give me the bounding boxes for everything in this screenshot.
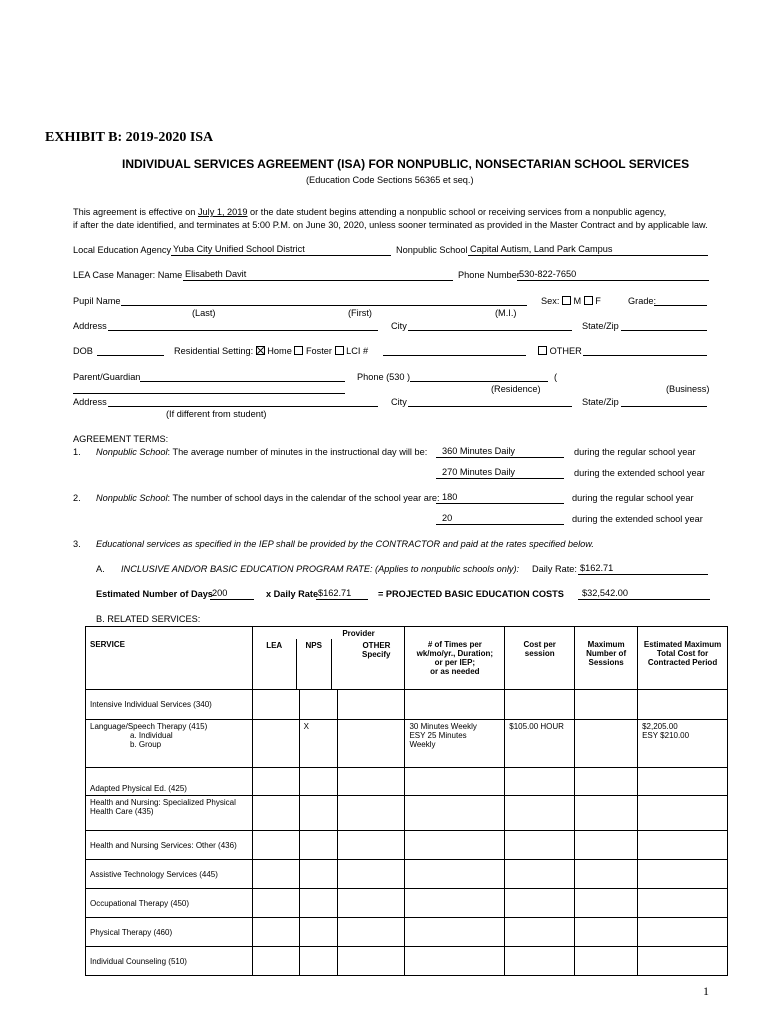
lci-field[interactable] <box>383 355 526 356</box>
lea-cell[interactable] <box>252 889 299 918</box>
other-cell[interactable] <box>337 860 405 889</box>
other-cell[interactable] <box>337 720 405 768</box>
lea-cell[interactable] <box>252 860 299 889</box>
times-cell[interactable]: 30 Minutes Weekly ESY 25 Minutes Weekly <box>405 720 505 768</box>
projected-label: = PROJECTED BASIC EDUCATION COSTS <box>378 589 564 599</box>
times-cell[interactable] <box>405 768 505 796</box>
header-est: Estimated Maximum Total Cost for Contracted Period <box>638 627 728 690</box>
daily-rate-label: Daily Rate: <box>532 564 577 574</box>
grade-label: Grade: <box>628 296 657 306</box>
lea-cell[interactable] <box>252 947 299 976</box>
section-a-text: INCLUSIVE AND/OR BASIC EDUCATION PROGRAM RATE: (Applies to nonpublic schools only): <box>121 564 520 574</box>
nps-cell[interactable] <box>299 796 337 831</box>
est-cell[interactable] <box>638 768 728 796</box>
phone-number-field[interactable]: 530-822-7650 <box>517 269 709 281</box>
times-cell[interactable] <box>405 831 505 860</box>
last-caption: (Last) <box>192 308 216 318</box>
max-cell[interactable] <box>575 889 638 918</box>
lea-cell[interactable] <box>252 796 299 831</box>
term-1-number: 1. <box>73 447 81 457</box>
parent-city-label: City <box>391 397 407 407</box>
nps-cell[interactable] <box>299 860 337 889</box>
term-2-value-2[interactable]: 20 <box>436 513 564 525</box>
cost-cell[interactable] <box>505 690 575 720</box>
parent-label: Parent/Guardian <box>73 372 141 382</box>
times-cell[interactable] <box>405 918 505 947</box>
cost-cell[interactable] <box>505 918 575 947</box>
other-cell[interactable] <box>337 889 405 918</box>
other-setting <box>538 346 582 356</box>
est-cell[interactable] <box>638 889 728 918</box>
max-cell[interactable] <box>575 796 638 831</box>
pupil-city-label: City <box>391 321 407 331</box>
business-paren: ( <box>554 372 558 382</box>
case-manager-field[interactable]: Elisabeth Davit <box>183 269 453 281</box>
term-3-number: 3. <box>73 539 81 549</box>
parent-extra-line[interactable] <box>73 393 345 394</box>
dob-label: DOB <box>73 346 93 356</box>
header-provider <box>252 627 405 690</box>
header-nps: NPS <box>296 639 331 689</box>
lea-cell[interactable] <box>252 831 299 860</box>
parent-phone-label: Phone (530 ) <box>357 372 411 382</box>
service-cell: Adapted Physical Ed. (425) <box>86 768 253 796</box>
nps-cell[interactable] <box>299 947 337 976</box>
document-title: INDIVIDUAL SERVICES AGREEMENT (ISA) FOR NONPUBLIC, NONSECTARIAN SCHOOL SERVICES <box>122 157 690 171</box>
home-checkbox[interactable] <box>256 346 265 355</box>
term-1-desc-2: during the extended school year <box>574 468 705 478</box>
times-cell[interactable] <box>405 889 505 918</box>
times-cell[interactable] <box>405 690 505 720</box>
section-b-label: B. RELATED SERVICES: <box>96 614 201 624</box>
header-other: OTHER Specify <box>361 641 391 659</box>
term-2-desc: : The number of school days in the calendar of the school year are: <box>167 493 440 503</box>
table-row <box>86 918 728 947</box>
max-cell[interactable] <box>575 831 638 860</box>
service-cell: Assistive Technology Services (445) <box>86 860 253 889</box>
phone-number-label: Phone Number <box>458 270 520 280</box>
term-2-label: Nonpublic School <box>96 493 168 503</box>
est-days-field[interactable]: 200 <box>210 588 254 600</box>
table-header-row <box>86 627 728 690</box>
header-max: Maximum Number of Sessions <box>575 627 638 690</box>
term-2-desc-1: during the regular school year <box>572 493 694 503</box>
cost-cell[interactable] <box>505 831 575 860</box>
term-1-desc: : The average number of minutes in the instructional day will be: <box>167 447 428 457</box>
other-cell[interactable] <box>337 690 405 720</box>
other-cell[interactable] <box>337 768 405 796</box>
x-daily-field[interactable]: $162.71 <box>316 588 368 600</box>
daily-rate-field[interactable]: $162.71 <box>578 563 708 575</box>
nps-field[interactable]: Capital Autism, Land Park Campus <box>468 244 708 256</box>
pupil-city-field[interactable] <box>408 330 572 331</box>
parent-state-field[interactable] <box>621 406 707 407</box>
nps-cell[interactable] <box>299 768 337 796</box>
term-2-value-1[interactable]: 180 <box>436 492 564 504</box>
residential-label: Residential Setting: <box>174 346 254 356</box>
table-row <box>86 860 728 889</box>
term-1-desc-1: during the regular school year <box>574 447 696 457</box>
sex-f-label: F <box>595 296 601 306</box>
term-2-number: 2. <box>73 493 81 503</box>
lea-field[interactable]: Yuba City Unified School District <box>171 244 391 256</box>
pupil-state-label: State/Zip <box>582 321 619 331</box>
max-cell[interactable] <box>575 690 638 720</box>
lea-cell[interactable] <box>252 918 299 947</box>
pupil-address-field[interactable] <box>108 330 378 331</box>
sex-label <box>541 296 601 306</box>
foster-label: Foster <box>305 346 332 356</box>
term-2-text <box>96 493 440 503</box>
intro-text-b: or the date student begins attending a nonpublic school or receiving services from a nonpublic agency, <box>247 207 667 217</box>
term-2-desc-2: during the extended school year <box>572 514 703 524</box>
other-cell[interactable] <box>337 918 405 947</box>
exhibit-label: EXHIBIT B: 2019-2020 ISA <box>45 130 214 145</box>
times-cell[interactable] <box>405 796 505 831</box>
terms-heading: AGREEMENT TERMS: <box>73 434 169 444</box>
est-cell[interactable]: $2,205.00 ESY $210.00 <box>638 720 728 768</box>
related-services-table <box>85 626 728 976</box>
nps-cell[interactable] <box>299 889 337 918</box>
table-row <box>86 947 728 976</box>
service-cell: Occupational Therapy (450) <box>86 889 253 918</box>
pupil-name-label: Pupil Name <box>73 296 121 306</box>
parent-address-label: Address <box>73 397 107 407</box>
parent-field[interactable] <box>140 381 345 382</box>
table-row <box>86 690 728 720</box>
case-manager-label: LEA Case Manager: Name <box>73 270 183 280</box>
other-checkbox[interactable] <box>538 346 547 355</box>
header-cost: Cost per session <box>505 627 575 690</box>
max-cell[interactable] <box>575 768 638 796</box>
table-row <box>86 831 728 860</box>
cost-cell[interactable] <box>505 889 575 918</box>
header-service: SERVICE <box>86 627 253 690</box>
est-cell[interactable] <box>638 918 728 947</box>
home-label: Home <box>267 346 292 356</box>
service-cell: Individual Counseling (510) <box>86 947 253 976</box>
times-cell[interactable] <box>405 947 505 976</box>
other-cell[interactable] <box>337 947 405 976</box>
term-1-text <box>96 447 427 457</box>
table-row <box>86 768 728 796</box>
nps-cell[interactable] <box>299 831 337 860</box>
sex-f-checkbox[interactable] <box>584 296 593 305</box>
lea-label: Local Education Agency <box>73 245 172 255</box>
service-cell: Health and Nursing Services: Other (436) <box>86 831 253 860</box>
est-cell[interactable] <box>638 831 728 860</box>
est-cell[interactable] <box>638 796 728 831</box>
page-number: 1 <box>703 984 709 998</box>
provider-label: Provider <box>342 629 375 638</box>
est-cell[interactable] <box>638 690 728 720</box>
intro-line-2: if after the date identified, and terminates at 5:00 P.M. on June 30, 2020, unless sooner terminated as provided in the Master Contract and by applicable law. <box>73 220 708 230</box>
residential-setting <box>174 346 368 356</box>
term-1-label: Nonpublic School <box>96 447 168 457</box>
other-label: OTHER <box>549 346 582 356</box>
intro-text-a: This agreement is effective on <box>73 207 198 217</box>
parent-address-field[interactable] <box>108 406 378 407</box>
sex-m-label: M <box>573 296 582 306</box>
parent-state-label: State/Zip <box>582 397 619 407</box>
different-note: (If different from student) <box>166 409 267 419</box>
est-cell[interactable] <box>638 860 728 889</box>
cost-cell[interactable] <box>505 860 575 889</box>
pupil-name-field[interactable] <box>121 305 527 306</box>
nps-label: Nonpublic School <box>396 245 468 255</box>
header-lea: LEA <box>253 639 297 689</box>
effective-date: July 1, 2019 <box>197 207 248 217</box>
dob-field[interactable] <box>97 355 164 356</box>
x-daily-label: x Daily Rate <box>266 589 319 599</box>
pupil-state-field[interactable] <box>621 330 707 331</box>
first-caption: (First) <box>348 308 372 318</box>
service-cell: Physical Therapy (460) <box>86 918 253 947</box>
business-caption: (Business) <box>666 384 710 394</box>
service-cell: Language/Speech Therapy (415) a. Individual b. Group <box>86 720 253 768</box>
cost-cell[interactable]: $105.00 HOUR <box>505 720 575 768</box>
lci-label: LCI # <box>346 346 369 356</box>
section-a-letter: A. <box>96 564 105 574</box>
term-1-value-1[interactable]: 360 Minutes Daily <box>436 446 564 458</box>
nps-cell[interactable]: X <box>299 720 337 768</box>
parent-phone-residence-field[interactable] <box>410 381 548 382</box>
other-cell[interactable] <box>337 796 405 831</box>
lea-cell[interactable] <box>252 768 299 796</box>
header-times: # of Times per wk/mo/yr., Duration; or per IEP; or as needed <box>405 627 505 690</box>
cost-cell[interactable] <box>505 796 575 831</box>
mi-caption: (M.I.) <box>495 308 517 318</box>
max-cell[interactable] <box>575 860 638 889</box>
times-cell[interactable] <box>405 860 505 889</box>
lea-cell[interactable] <box>252 720 299 768</box>
sex-m-checkbox[interactable] <box>562 296 571 305</box>
lea-cell[interactable] <box>252 690 299 720</box>
grade-field[interactable] <box>654 305 707 306</box>
max-cell[interactable] <box>575 720 638 768</box>
nps-cell[interactable] <box>299 690 337 720</box>
term-1-value-2[interactable]: 270 Minutes Daily <box>436 467 564 479</box>
cost-cell[interactable] <box>505 947 575 976</box>
lci-checkbox[interactable] <box>335 346 344 355</box>
nps-cell[interactable] <box>299 918 337 947</box>
pupil-address-label: Address <box>73 321 107 331</box>
projected-field[interactable]: $32,542.00 <box>578 588 710 600</box>
table-row <box>86 889 728 918</box>
table-row <box>86 796 728 831</box>
document-subtitle: (Education Code Sections 56365 et seq.) <box>306 175 474 185</box>
max-cell[interactable] <box>575 947 638 976</box>
est-cell[interactable] <box>638 947 728 976</box>
max-cell[interactable] <box>575 918 638 947</box>
cost-cell[interactable] <box>505 768 575 796</box>
sex-text: Sex: <box>541 296 560 306</box>
service-cell: Intensive Individual Services (340) <box>86 690 253 720</box>
other-cell[interactable] <box>337 831 405 860</box>
parent-city-field[interactable] <box>408 406 572 407</box>
intro-line-1 <box>73 207 666 217</box>
term-3-text: Educational services as specified in the IEP shall be provided by the CONTRACTOR and paid at the rates specified below. <box>96 539 594 549</box>
foster-checkbox[interactable] <box>294 346 303 355</box>
est-days-label: Estimated Number of Days <box>96 589 213 599</box>
other-field[interactable] <box>583 355 707 356</box>
service-cell: Health and Nursing: Specialized Physical Health Care (435) <box>86 796 253 831</box>
table-row <box>86 720 728 768</box>
residence-caption: (Residence) <box>491 384 541 394</box>
